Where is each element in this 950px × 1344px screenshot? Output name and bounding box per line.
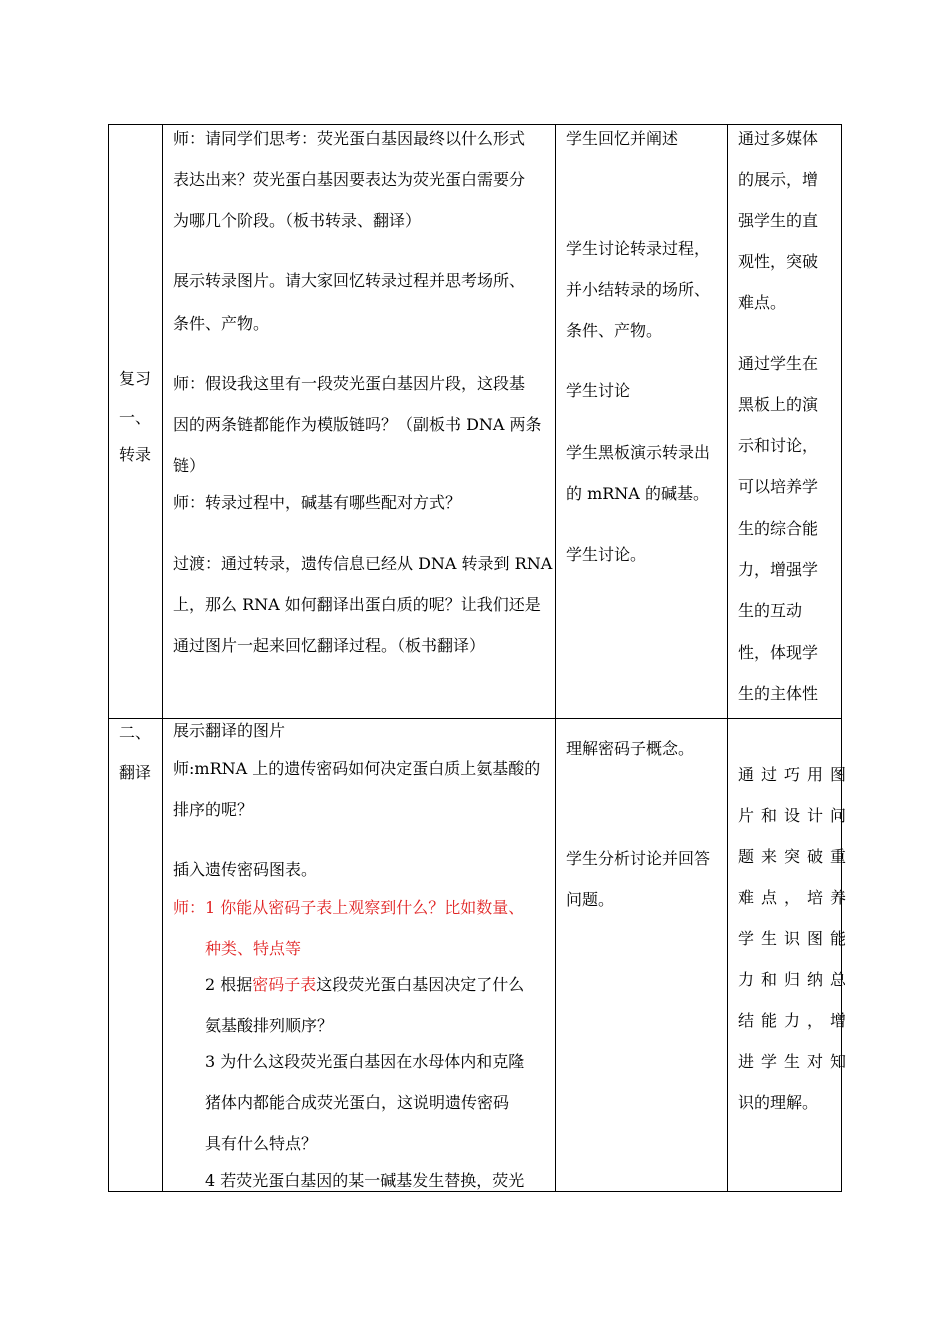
teacher-line: 为哪几个阶段。（板书转录、翻译） <box>173 211 422 230</box>
purpose-line: 强学生的直 <box>738 211 819 230</box>
purpose-line: 通过巧用图 <box>738 765 854 784</box>
question-2-cont: 氨基酸排列顺序？ <box>205 1016 334 1035</box>
purpose-line: 难点。 <box>738 293 787 312</box>
purpose-cell <box>728 719 854 1192</box>
teacher-line: 插入遗传密码图表。 <box>173 860 318 879</box>
student-line: 条件、产物。 <box>566 321 663 340</box>
student-activity-cell <box>556 125 728 719</box>
purpose-line: 题来突破重 <box>738 847 854 866</box>
purpose-line: 进学生对知 <box>738 1052 854 1071</box>
purpose-line: 难点，培养 <box>738 888 854 907</box>
purpose-line: 片和设计问 <box>738 806 854 825</box>
purpose-line: 黑板上的演 <box>738 395 819 414</box>
table-row <box>109 719 842 1192</box>
purpose-line: 生的互动 <box>738 601 803 620</box>
purpose-line: 生的主体性 <box>738 684 819 703</box>
purpose-line: 示和讨论， <box>738 436 819 455</box>
purpose-cell <box>728 125 842 719</box>
question-4: 4 若荧光蛋白基因的某一碱基发生替换，荧光 <box>205 1171 525 1190</box>
question-2-block <box>205 975 524 995</box>
student-line: 问题。 <box>566 890 615 909</box>
student-activity-cell <box>556 719 728 1192</box>
section-label: 复习 <box>119 369 152 388</box>
codon-table-ref: 密码子表 <box>252 975 317 994</box>
question-3: 3 为什么这段荧光蛋白基因在水母体内和克隆 <box>205 1052 525 1071</box>
purpose-line: 通过学生在 <box>738 354 819 373</box>
student-line: 的 mRNA 的碱基。 <box>566 484 709 503</box>
student-line: 理解密码子概念。 <box>566 739 695 758</box>
section-cell <box>109 125 163 719</box>
purpose-line: 结能力，增 <box>738 1011 854 1030</box>
purpose-line: 识的理解。 <box>738 1093 819 1112</box>
teacher-line: 上，那么 RNA 如何翻译出蛋白质的呢？让我们还是 <box>173 595 541 614</box>
teacher-line: 师：转录过程中，碱基有哪些配对方式？ <box>173 493 462 512</box>
purpose-line: 生的综合能 <box>738 519 819 538</box>
teacher-prefix: 师： <box>173 898 206 917</box>
purpose-line: 观性，突破 <box>738 252 819 271</box>
purpose-line: 的展示，增 <box>738 170 819 189</box>
student-line: 并小结转录的场所、 <box>566 280 711 299</box>
question-1-cont: 种类、特点等 <box>205 939 302 958</box>
student-line: 学生黑板演示转录出 <box>566 443 711 462</box>
teacher-line: 师：假设我这里有一段荧光蛋白基因片段，这段基 <box>173 374 526 393</box>
section-label: 转录 <box>119 445 152 464</box>
teacher-line: 过渡：通过转录，遗传信息已经从 DNA 转录到 RNA <box>173 554 553 573</box>
lesson-plan-table <box>108 124 854 1192</box>
section-label: 一、 <box>119 408 152 427</box>
student-line: 学生回忆并阐述 <box>566 129 679 148</box>
purpose-line: 学生识图能 <box>738 929 854 948</box>
teacher-line: 条件、产物。 <box>173 314 270 333</box>
student-line: 学生讨论。 <box>566 545 647 564</box>
question-1: 1 你能从密码子表上观察到什么？比如数量、 <box>205 898 525 917</box>
purpose-line: 力，增强学 <box>738 560 819 579</box>
student-line: 学生讨论 <box>566 381 631 400</box>
teacher-line: 表达出来？荧光蛋白基因要表达为荧光蛋白需要分 <box>173 170 526 189</box>
question-3-cont: 猪体内都能合成荧光蛋白，这说明遗传密码 <box>205 1093 510 1112</box>
purpose-line: 性，体现学 <box>738 643 819 662</box>
section-label: 二、 <box>119 723 152 742</box>
table-row <box>109 125 842 719</box>
teacher-line: 展示翻译的图片 <box>173 721 286 740</box>
teacher-line: 展示转录图片。请大家回忆转录过程并思考场所、 <box>173 271 526 290</box>
question-2-end: 这段荧光蛋白基因决定了什么 <box>316 975 525 994</box>
purpose-line: 可以培养学 <box>738 477 819 496</box>
question-2-start: 2 根据 <box>205 975 253 994</box>
teacher-line: 师：请同学们思考：荧光蛋白基因最终以什么形式 <box>173 129 526 148</box>
teacher-line: 排序的呢？ <box>173 800 254 819</box>
teacher-line: 因的两条链都能作为模版链吗？（副板书 DNA 两条 <box>173 415 542 434</box>
section-cell <box>109 719 163 1192</box>
section-label: 翻译 <box>119 763 152 782</box>
teacher-line: 通过图片一起来回忆翻译过程。（板书翻译） <box>173 636 486 655</box>
student-line: 学生讨论转录过程， <box>566 239 711 258</box>
purpose-line: 力和归纳总 <box>738 970 854 989</box>
student-line: 学生分析讨论并回答 <box>566 849 711 868</box>
question-3-cont: 具有什么特点？ <box>205 1134 318 1153</box>
teacher-line: 链） <box>173 456 206 475</box>
teacher-activity-cell <box>163 719 556 1192</box>
teacher-line: 师:mRNA 上的遗传密码如何决定蛋白质上氨基酸的 <box>173 759 541 778</box>
purpose-line: 通过多媒体 <box>738 129 819 148</box>
teacher-activity-cell <box>163 125 556 719</box>
